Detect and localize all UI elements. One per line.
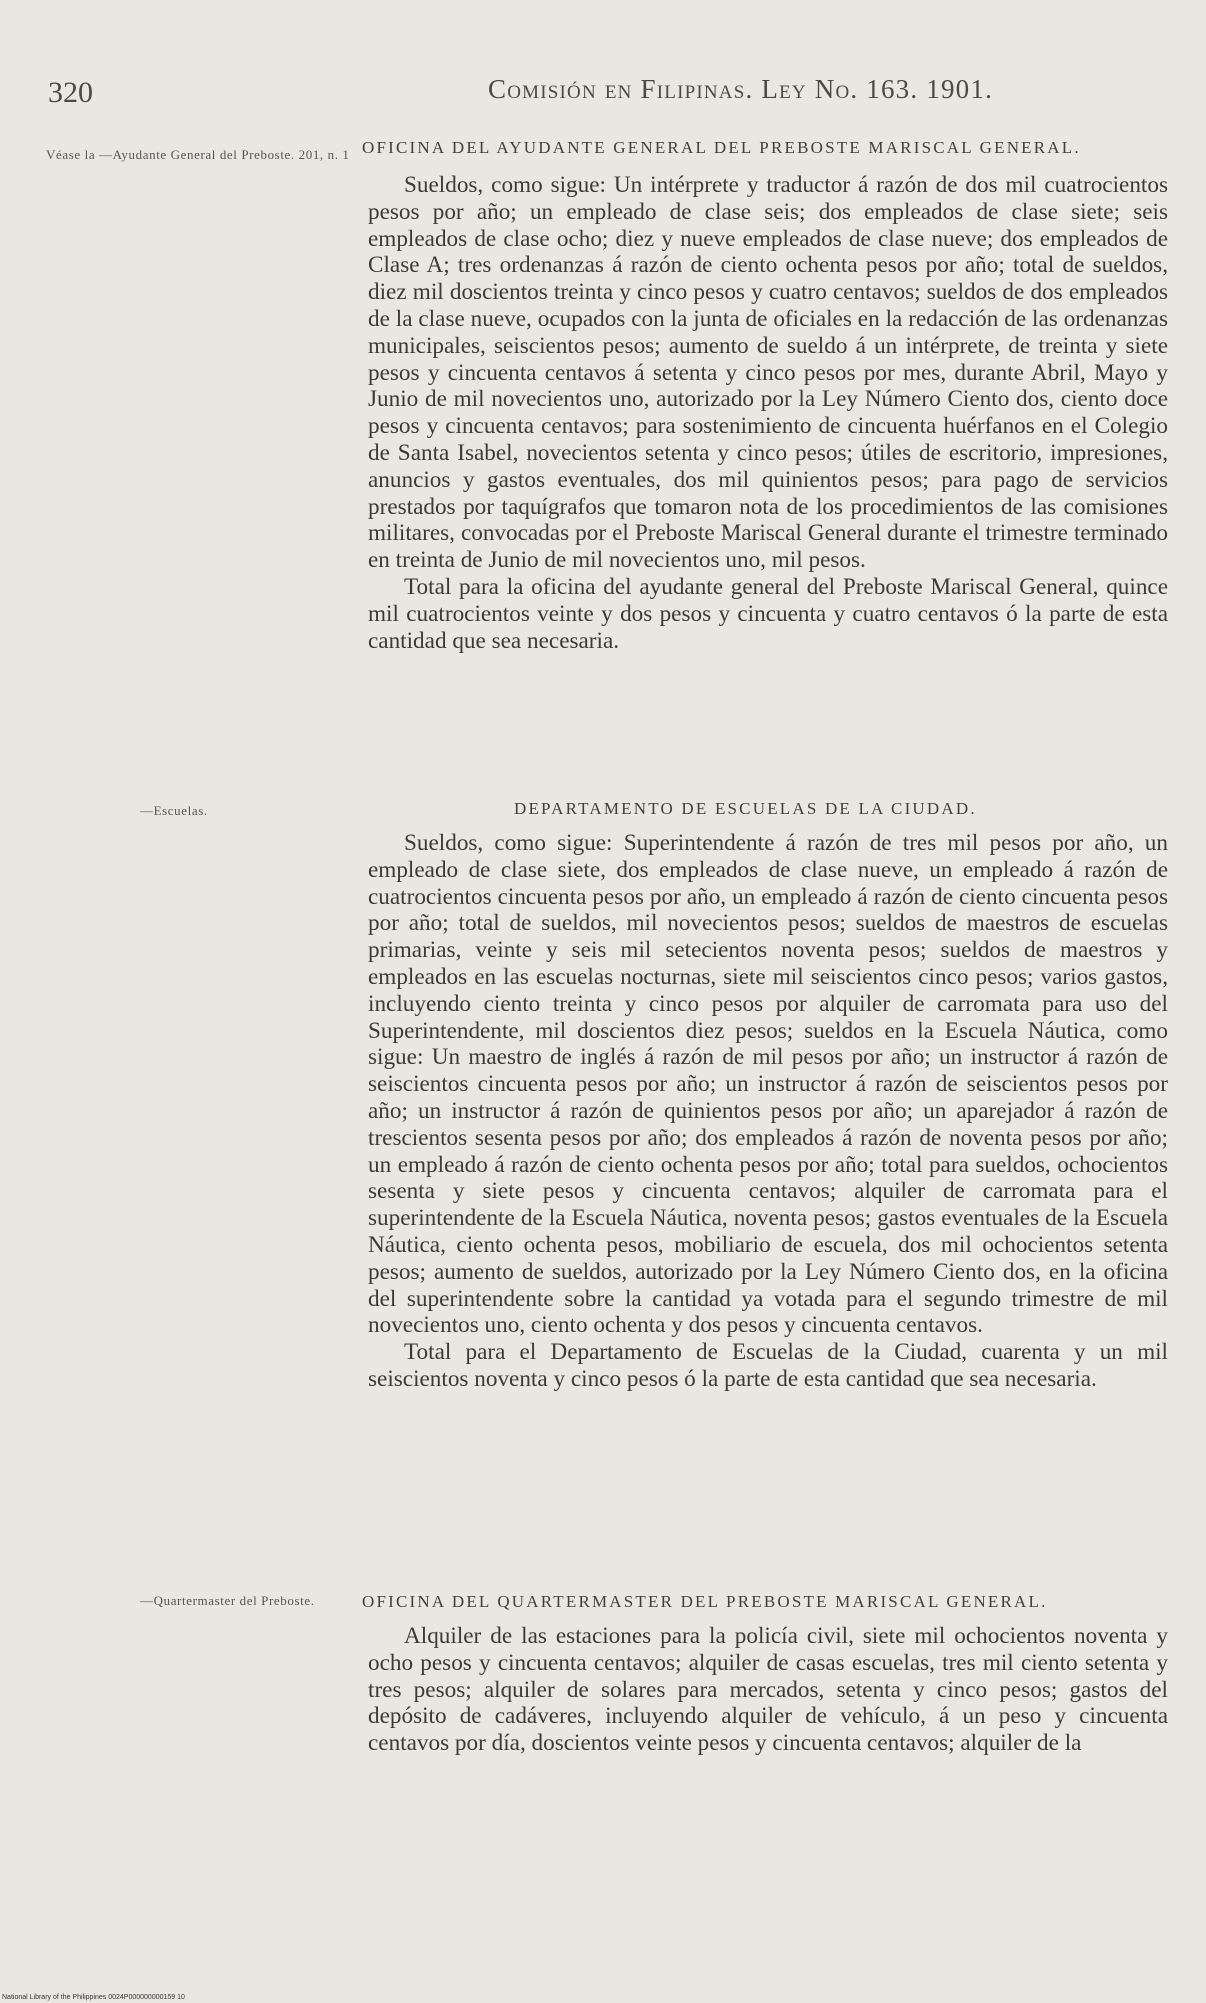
page-number: 320 — [48, 76, 93, 109]
margin-note-quartermaster: —Quartermaster del Preboste. — [140, 1593, 315, 1608]
paragraph-escuelas-sueldos: Sueldos, como sigue: Superintendente á razón de tres mil pesos por año, un empleado de clase siete, dos empleados de clase nueve, un empleado á razón de cuatrocientos cincuenta pesos por año, un empleado á razón de ciento cincuenta pesos por año; total de sueldos, mil novecientos pesos; sueldos de maestros de escuelas primarias, veinte y seis mil setecientos noventa pesos; sueldos de maestros y empleados en las escuelas nocturnas, siete mil seiscientos cinco pesos; varios gastos, incluyendo ciento treinta y cinco pesos por alquiler de carromata para uso del Superintendente, mil doscientos diez pesos; sueldos en la Escuela Náutica, como sigue: Un maestro de inglés á razón de mil pesos por año; un instructor á razón de seiscientos cincuenta pesos por año; un instructor á razón de seiscientos pesos por año; un instructor á razón de quinientos pesos por año; un aparejador á razón de trescientos sesenta pesos por año; dos empleados á razón de noventa pesos por año; un empleado á razón de ciento ochenta pesos por año; total para sueldos, ochocientos sesenta y siete pesos y cincuenta centavos; alquiler de carromata para el superintendente de la Escuela Náutica, noventa pesos; gastos eventuales de la Escuela Náutica, ciento ochenta pesos, mobiliario de escuela, dos mil ochocientos setenta pesos; aumento de sueldos, autorizado por la Ley Número Ciento dos, en la oficina del superintendente sobre la cantidad ya votada para el segundo trimestre de mil novecientos uno, ciento ochenta y dos pesos y cincuenta centavos. — [368, 830, 1168, 1339]
margin-note-ayudante: Véase la —Ayudante General del Preboste. 201, n. 1 — [46, 147, 350, 162]
paragraph-quartermaster-alquiler: Alquiler de las estaciones para la policía civil, siete mil ochocientos noventa y ocho pesos y cincuenta centavos; alquiler de casas escuelas, tres mil ciento setenta y tres pesos; alquiler de solares para mercados, setenta y cinco pesos; gastos del depósito de cadáveres, incluyendo alquiler de vehículo, á un peso y cincuenta centavos por día, doscientos veinte pesos y cincuenta centavos; alquiler de la — [368, 1623, 1168, 1757]
paragraph-ayudante-total: Total para la oficina del ayudante general del Preboste Mariscal General, quince mil cuatrocientos veinte y dos pesos y cincuenta y cuatro centavos ó la parte de esta cantidad que sea necesaria. — [368, 573, 1168, 654]
section-body-escuelas — [368, 830, 1168, 1393]
section-body-quartermaster — [368, 1623, 1168, 1757]
scan-credit: National Library of the Philippines 0024P000000000159 10 — [2, 1994, 185, 2001]
running-head: Comisión en Filipinas. Ley No. 163. 1901. — [488, 74, 994, 104]
section-heading-quartermaster: OFICINA DEL QUARTERMASTER DEL PREBOSTE MARISCAL GENERAL. — [362, 1592, 1048, 1611]
paragraph-ayudante-sueldos: Sueldos, como sigue: Un intérprete y traductor á razón de dos mil cuatrocientos pesos por año; un empleado de clase seis; dos empleados de clase siete; seis empleados de clase ocho; diez y nueve empleados de clase nueve; dos empleados de Clase A; tres ordenanzas á razón de ciento ochenta pesos por año; total de sueldos, diez mil doscientos treinta y cinco pesos y cuatro centavos; sueldos de dos empleados de la clase nueve, ocupados con la junta de oficiales en la redacción de las ordenanzas municipales, seiscientos pesos; aumento de sueldo á un intérprete, de treinta y siete pesos y cincuenta centavos á setenta y cinco pesos por mes, durante Abril, Mayo y Junio de mil novecientos uno, autorizado por la Ley Número Ciento dos, ciento doce pesos y cincuenta centavos; para sostenimiento de cincuenta huérfanos en el Colegio de Santa Isabel, novecientos setenta y cinco pesos; útiles de escritorio, impresiones, anuncios y gastos eventuales, dos mil quinientos pesos; para pago de servicios prestados por taquígrafos que tomaron nota de los procedimientos de las comisiones militares, convocadas por el Preboste Mariscal General durante el trimestre terminado en treinta de Junio de mil novecientos uno, mil pesos. — [368, 172, 1168, 574]
section-heading-ayudante: OFICINA DEL AYUDANTE GENERAL DEL PREBOSTE MARISCAL GENERAL. — [362, 138, 1081, 157]
section-heading-escuelas: DEPARTAMENTO DE ESCUELAS DE LA CIUDAD. — [514, 799, 977, 818]
section-body-ayudante — [368, 172, 1168, 654]
page-header — [48, 68, 1068, 108]
margin-note-escuelas: —Escuelas. — [140, 803, 208, 818]
paragraph-escuelas-total: Total para el Departamento de Escuelas de la Ciudad, cuarenta y un mil seiscientos noventa y cinco pesos ó la parte de esta cantidad que sea necesaria. — [368, 1339, 1168, 1392]
